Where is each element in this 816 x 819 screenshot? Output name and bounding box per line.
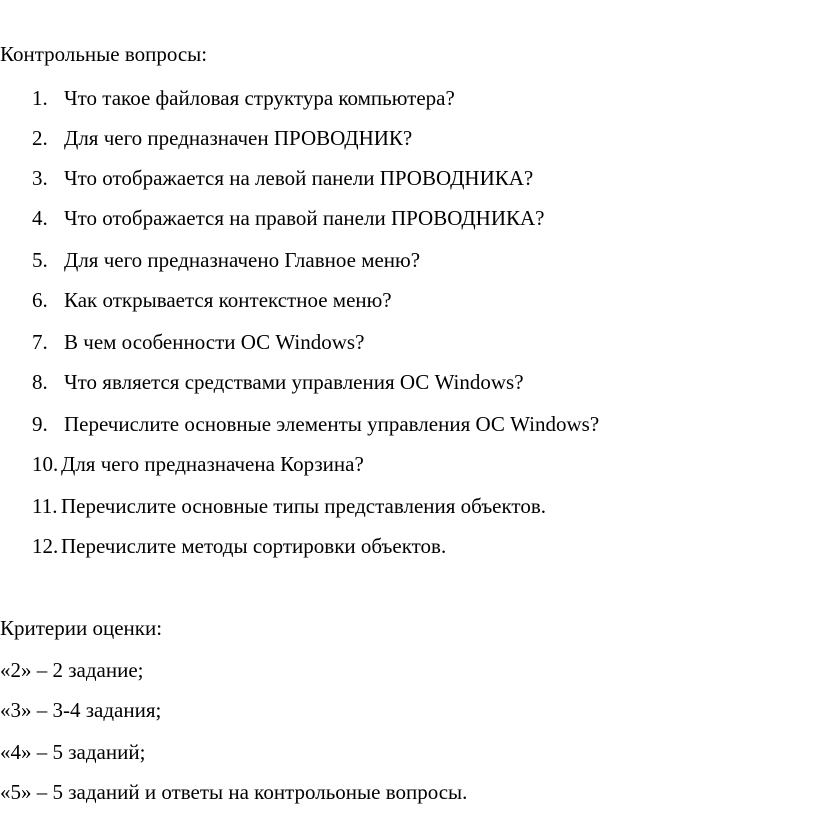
list-item-text: Что такое файловая структура компьютера? xyxy=(64,86,455,110)
list-item-number: 8. xyxy=(32,370,48,394)
questions-heading: Контрольные вопросы: xyxy=(0,42,208,66)
list-item-text: Что отображается на левой панели ПРОВОДНИКА? xyxy=(64,166,534,190)
criteria-item: «3» – 3-4 задания; xyxy=(0,698,162,722)
list-item-number: 2. xyxy=(32,126,48,150)
list-item-number: 10. xyxy=(32,452,59,476)
list-item-number: 5. xyxy=(32,248,48,272)
criteria-item: «2» – 2 задание; xyxy=(0,658,144,682)
list-item-text: Как открывается контекстное меню? xyxy=(64,288,392,312)
list-item-text: Перечислите основные типы представления объектов. xyxy=(61,494,546,518)
list-item-number: 1. xyxy=(32,86,48,110)
list-item-number: 7. xyxy=(32,330,48,354)
list-item-text: Для чего предназначен ПРОВОДНИК? xyxy=(64,126,413,150)
criteria-heading: Критерии оценки: xyxy=(0,616,163,640)
list-item-number: 9. xyxy=(32,412,48,436)
list-item-text: Перечислите основные элементы управления ОС Windows? xyxy=(64,412,600,436)
list-item-text: Что отображается на правой панели ПРОВОДНИКА? xyxy=(64,206,545,230)
list-item-number: 3. xyxy=(32,166,48,190)
list-item-text: Для чего предназначена Корзина? xyxy=(61,452,364,476)
list-item-number: 11. xyxy=(32,494,58,518)
list-item-number: 6. xyxy=(32,288,48,312)
list-item-text: Что является средствами управления ОС Windows? xyxy=(64,370,524,394)
list-item-text: Для чего предназначено Главное меню? xyxy=(64,248,421,272)
criteria-item: «5» – 5 заданий и ответы на контрольоные вопросы. xyxy=(0,780,468,804)
criteria-item: «4» – 5 заданий; xyxy=(0,740,146,764)
list-item-text: В чем особенности ОС Windows? xyxy=(64,330,365,354)
list-item-number: 4. xyxy=(32,206,48,230)
list-item-number: 12. xyxy=(32,534,59,558)
list-item-text: Перечислите методы сортировки объектов. xyxy=(61,534,447,558)
